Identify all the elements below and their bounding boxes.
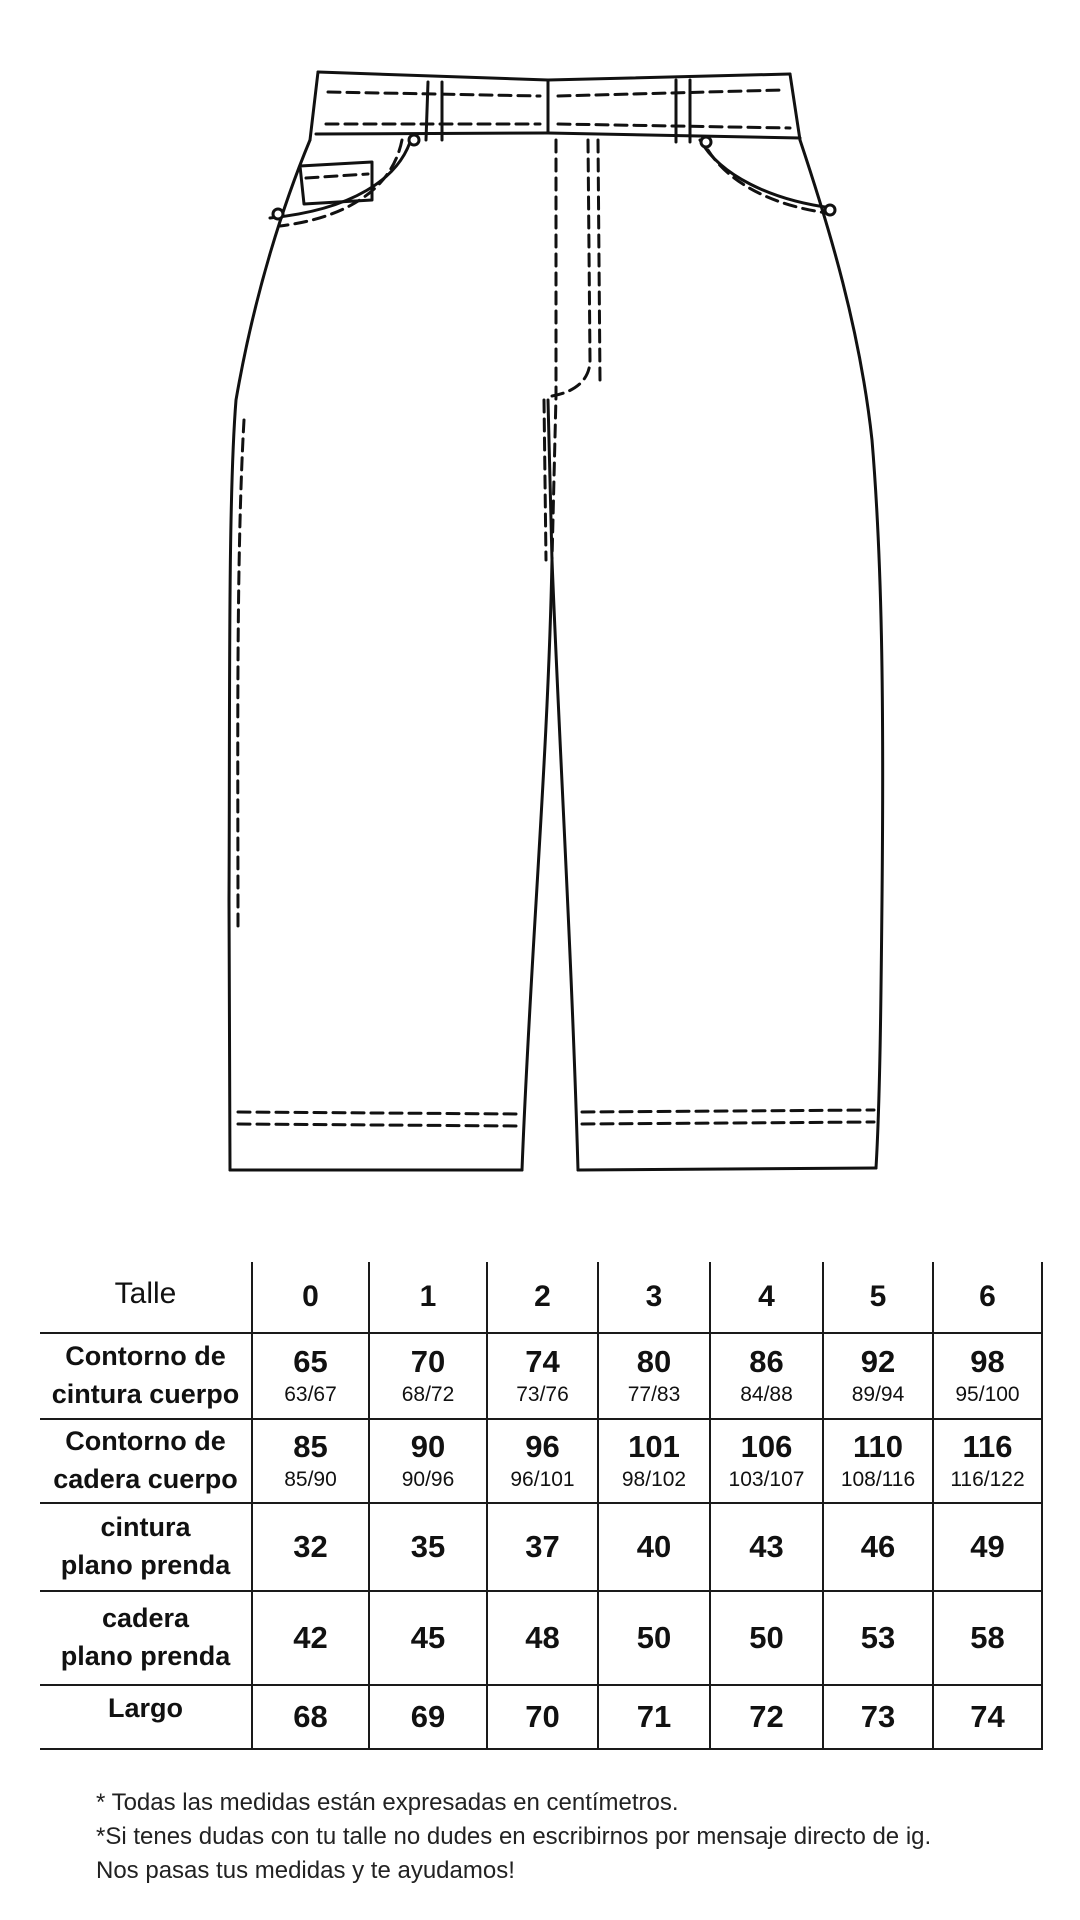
row-label-hip-garment: cadera plano prenda (60, 1603, 231, 1671)
table-cell: 96 96/101 (510, 1429, 575, 1491)
table-rule (40, 1748, 1043, 1750)
size-chart-table (40, 1262, 1043, 1750)
table-cell: 85 85/90 (284, 1429, 337, 1491)
table-cell: 72 (749, 1698, 784, 1734)
footnotes (96, 1786, 931, 1888)
footnote-help: Nos pasas tus medidas y te ayudamos! (96, 1857, 515, 1884)
table-divider (1041, 1262, 1043, 1750)
right-hem (578, 1168, 876, 1170)
row-label-waist-garment: cintura plano prenda (60, 1512, 231, 1580)
table-cell: 70 68/72 (401, 1344, 455, 1406)
header-size-2: 2 (534, 1280, 551, 1314)
waistband-top-left (318, 72, 548, 80)
table-cell: 90 90/96 (401, 1429, 455, 1491)
table-cell: 110 108/116 (840, 1429, 916, 1491)
waistband-right-edge (790, 74, 800, 140)
table-cell: 58 (970, 1619, 1005, 1655)
table-cell: 40 (636, 1528, 672, 1564)
table-cell: 80 77/83 (627, 1344, 681, 1406)
coin-pocket (300, 162, 372, 204)
fly-stitch-inner (598, 140, 600, 380)
rivet-left (273, 209, 283, 219)
table-cell: 70 (525, 1698, 560, 1734)
waistband-top-right (548, 74, 790, 80)
header-size-3: 3 (645, 1280, 663, 1314)
header-size-6: 6 (979, 1280, 996, 1314)
table-cell: 101 98/102 (621, 1429, 687, 1491)
left-hem-stitch (238, 1112, 520, 1126)
fly-stitch (552, 140, 590, 396)
right-inseam (552, 560, 578, 1170)
table-cell: 92 89/94 (851, 1344, 905, 1406)
waistband-left-edge (310, 72, 318, 140)
rivet-waist-right (701, 137, 711, 147)
table-cell: 106 103/107 (728, 1429, 805, 1491)
header-label: Talle (114, 1277, 177, 1311)
table-cell: 50 (636, 1619, 672, 1655)
belt-loop-left (426, 82, 442, 140)
waistband-stitch-top (328, 90, 782, 96)
table-cell: 71 (636, 1698, 672, 1734)
footnote-contact: *Si tenes dudas con tu talle no dudes en escribirnos por mensaje directo de ig. (96, 1823, 932, 1850)
header-size-4: 4 (758, 1280, 775, 1314)
row-label-length: Largo (107, 1693, 183, 1724)
waistband-stitch-bottom (326, 124, 790, 128)
table-cell: 74 (970, 1698, 1005, 1734)
front-pocket-left (270, 136, 412, 218)
coin-pocket-stitch (306, 174, 368, 178)
left-inseam (522, 400, 552, 1170)
table-cell: 65 63/67 (284, 1344, 337, 1406)
header-size-1: 1 (419, 1280, 437, 1314)
table-cell: 49 (970, 1528, 1005, 1564)
table-cell: 35 (410, 1528, 446, 1564)
right-hem-stitch (582, 1110, 874, 1124)
table-cell: 48 (525, 1619, 560, 1655)
header-size-5: 5 (869, 1280, 887, 1314)
left-side-stitch (238, 420, 244, 930)
waistband-bottom-right (548, 133, 800, 138)
table-cell: 86 84/88 (740, 1344, 793, 1406)
table-cell: 68 (293, 1698, 328, 1734)
header-size-0: 0 (302, 1280, 319, 1314)
waistband-bottom-left (316, 133, 548, 134)
table-cell: 45 (410, 1619, 446, 1655)
footnote-units: * Todas las medidas están expresadas en centímetros. (96, 1789, 679, 1816)
table-cell: 98 95/100 (955, 1344, 1020, 1406)
table-cell: 43 (749, 1528, 784, 1564)
row-label-waist-body: Contorno de cintura cuerpo (51, 1341, 240, 1409)
table-cell: 53 (860, 1619, 896, 1655)
belt-loop-right (676, 80, 690, 142)
table-cell: 46 (860, 1528, 896, 1564)
table-cell: 32 (293, 1528, 328, 1564)
left-side-seam (229, 140, 310, 1170)
table-cell: 69 (410, 1698, 446, 1734)
table-cell: 74 73/76 (516, 1344, 569, 1406)
table-cell: 73 (860, 1698, 896, 1734)
table-cell: 50 (749, 1619, 784, 1655)
table-cell: 116 116/122 (950, 1429, 1025, 1491)
rivet-waist-left (409, 135, 419, 145)
table-cell: 37 (525, 1528, 560, 1564)
rivet-right (825, 205, 835, 215)
right-side-seam (800, 140, 883, 1168)
table-cell: 42 (293, 1619, 328, 1655)
row-label-hip-body: Contorno de cadera cuerpo (53, 1426, 238, 1494)
